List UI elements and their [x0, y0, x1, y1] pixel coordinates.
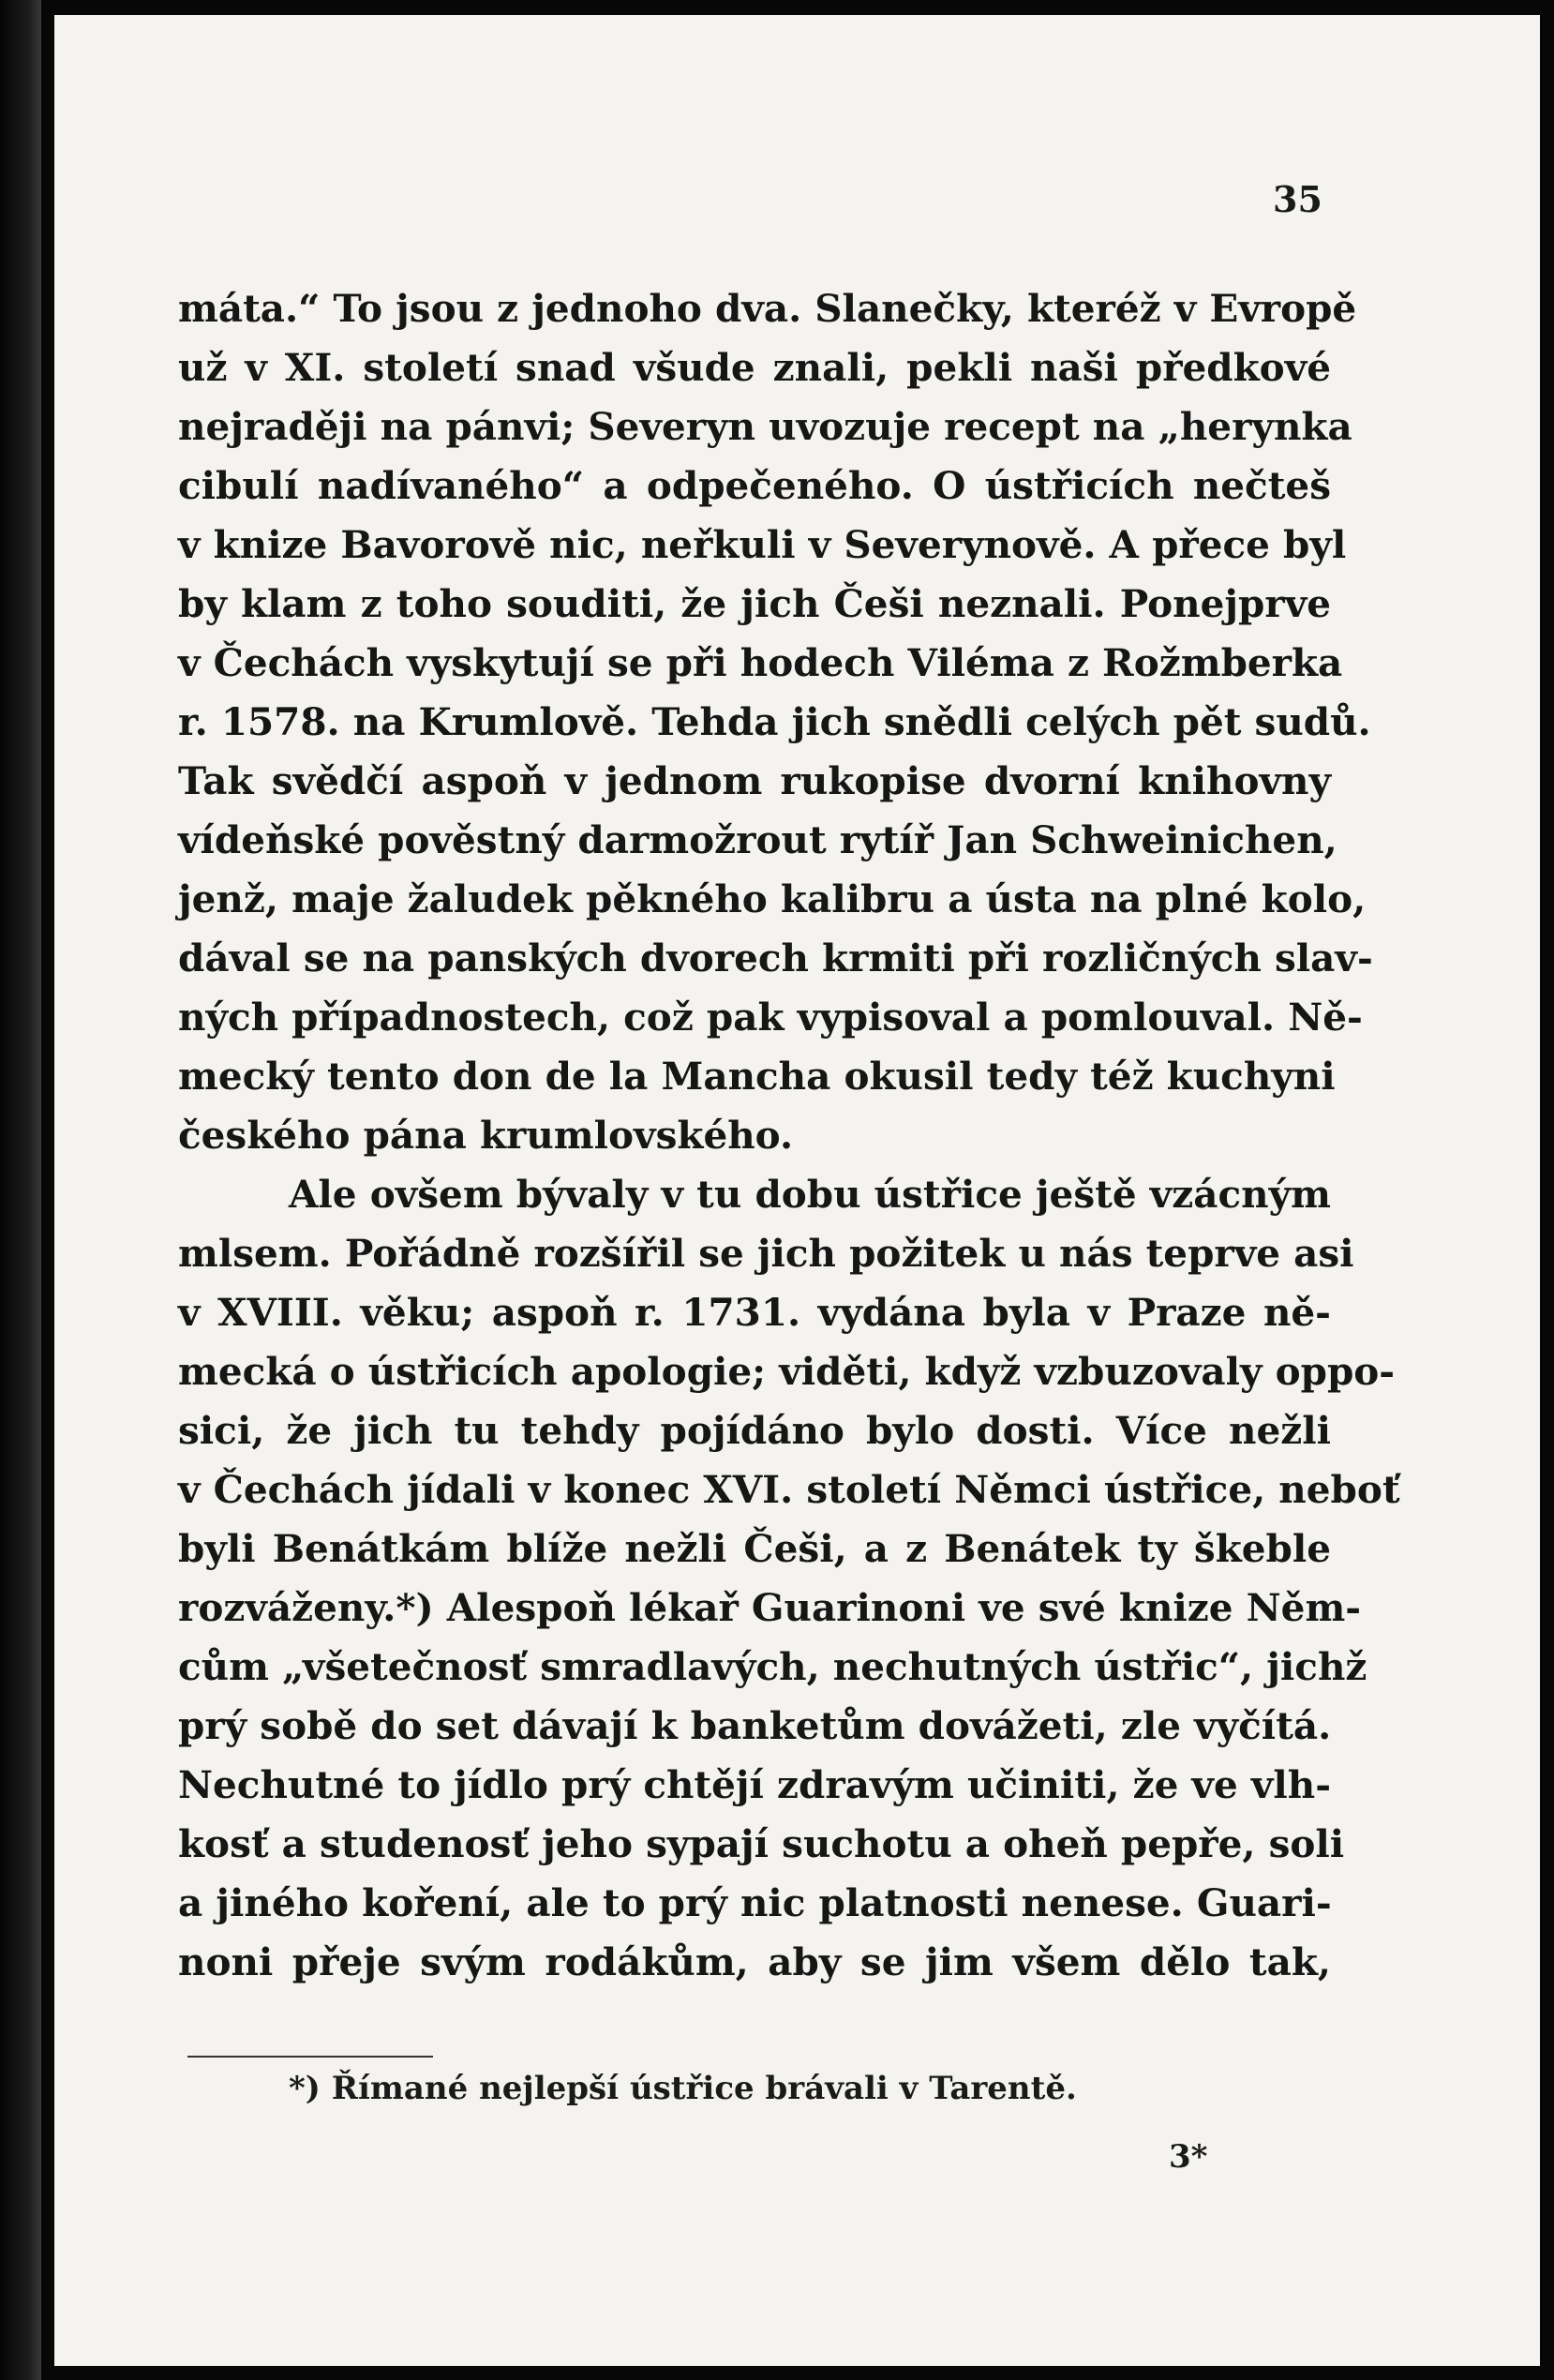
text-line: v Čechách vyskytují se při hodech Viléma z Rožmberka — [178, 640, 1343, 685]
footnote-divider — [187, 2056, 433, 2058]
text-line: rozváženy.*) Alespoň lékař Guarinoni ve své knize Něm- — [178, 1585, 1362, 1630]
text-line: cům „všetečnosť smradlavých, nechutných ústřic“, jichž — [178, 1644, 1367, 1689]
text-line: prý sobě do set dávají k banketům dovážeti, zle vyčítá. — [178, 1703, 1332, 1748]
paragraph-2 — [178, 1165, 1400, 1992]
page-number: 35 — [1273, 178, 1322, 220]
text-line: kosť a studenosť jeho sypají suchotu a oheň pepře, soli — [178, 1821, 1345, 1866]
text-line: v Čechách jídali v konec XVI. století Němci ústřice, neboť — [178, 1467, 1400, 1512]
text-line: mecká o ústřicích apologie; viděti, když vzbuzovaly oppo- — [178, 1349, 1396, 1394]
text-line: Tak svědčí aspoň v jednom rukopise dvorní knihovny — [178, 758, 1331, 803]
text-line: Ale ovšem bývaly v tu dobu ústřice ještě vzácným — [289, 1172, 1331, 1217]
text-line: byli Benátkám blíže nežli Češi, a z Benátek ty škeble — [178, 1526, 1331, 1571]
text-line: Nechutné to jídlo prý chtějí zdravým učiniti, že ve vlh- — [178, 1762, 1332, 1807]
text-line: mlsem. Pořádně rozšířil se jich požitek u nás teprve asi — [178, 1231, 1354, 1276]
text-line: sici, že jich tu tehdy pojídáno bylo dosti. Více nežli — [178, 1408, 1331, 1453]
text-line: dával se na panských dvorech krmiti při rozličných slav- — [178, 936, 1373, 980]
body-text — [178, 279, 1400, 1992]
text-line: a jiného koření, ale to prý nic platnosti nenese. Guari- — [178, 1880, 1332, 1925]
text-line: máta.“ To jsou z jednoho dva. Slanečky, kteréž v Evropě — [178, 286, 1357, 331]
text-line: mecký tento don de la Mancha okusil tedy též kuchyni — [178, 1054, 1336, 1099]
text-line: r. 1578. na Krumlově. Tehda jich snědli celých pět sudů. — [178, 699, 1371, 744]
text-line: ných případnostech, což pak vypisoval a pomlouval. Ně- — [178, 995, 1363, 1040]
text-line: jenž, maje žaludek pěkného kalibru a ústa na plné kolo, — [178, 876, 1367, 921]
text-line: cibulí nadívaného“ a odpečeného. O ústřicích nečteš — [178, 463, 1331, 508]
text-line: noni přeje svým rodákům, aby se jim všem dělo tak, — [178, 1939, 1331, 1984]
text-line: vídeňské pověstný darmožrout rytíř Jan Schweinichen, — [178, 817, 1337, 862]
book-spine-shadow — [0, 0, 41, 2380]
footnote: *) Římané nejlepší ústřice brávali v Tarentě. — [289, 2070, 1077, 2107]
text-line: by klam z toho souditi, že jich Češi neznali. Ponejprve — [178, 581, 1331, 626]
text-line: v XVIII. věku; aspoň r. 1731. vydána byla v Praze ně- — [178, 1290, 1331, 1335]
text-line: v knize Bavorově nic, neřkuli v Severynově. A přece byl — [178, 522, 1347, 567]
text-line: českého pána krumlovského. — [178, 1113, 794, 1158]
sheet-signature: 3* — [1169, 2138, 1208, 2176]
text-line: nejraději na pánvi; Severyn uvozuje recept na „herynka — [178, 404, 1352, 449]
paragraph-1 — [178, 279, 1373, 1165]
text-line: už v XI. století snad všude znali, pekli naši předkové — [178, 345, 1331, 390]
